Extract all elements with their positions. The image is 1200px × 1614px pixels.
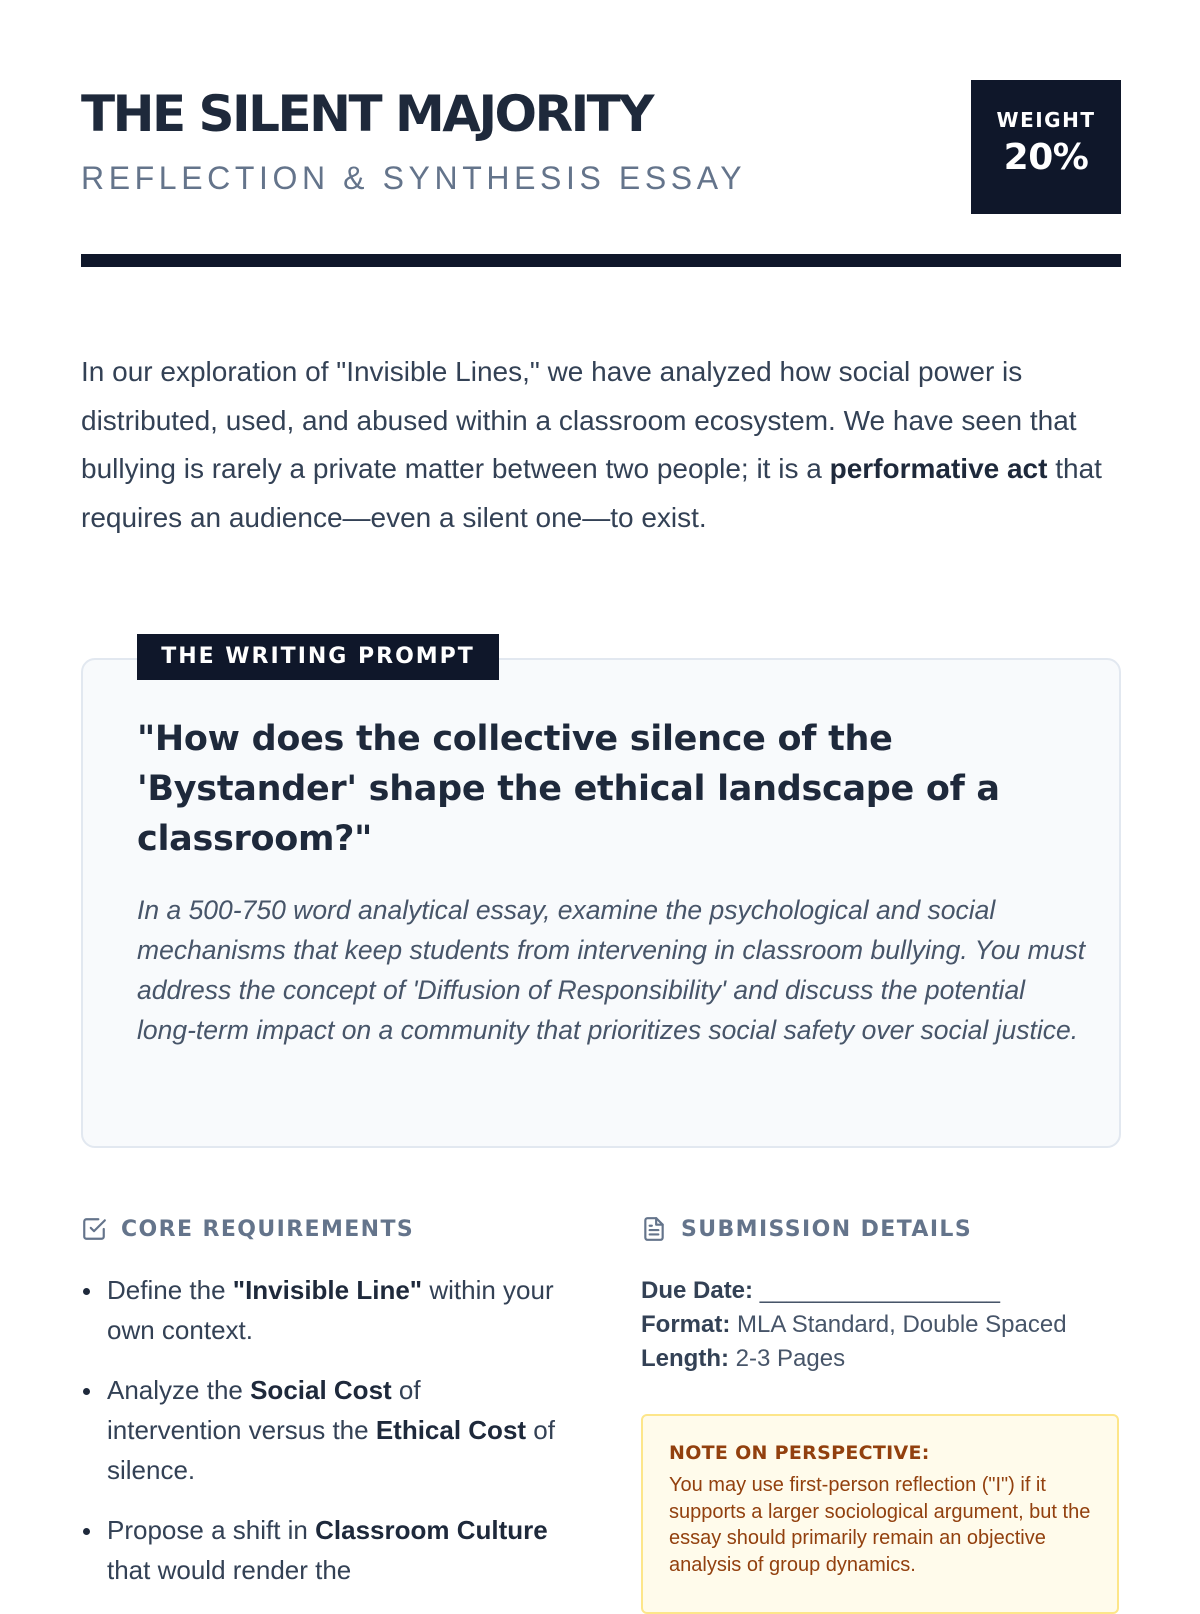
requirement-text: Define the <box>107 1275 233 1305</box>
requirement-emphasis: Classroom Culture <box>315 1515 548 1545</box>
header <box>81 80 1121 214</box>
requirement-text: Analyze the <box>107 1375 251 1405</box>
intro-paragraph <box>81 348 1126 542</box>
requirements-heading <box>81 1214 414 1244</box>
weight-label: WEIGHT <box>996 108 1096 132</box>
weight-badge <box>971 80 1121 214</box>
due-date-row <box>641 1274 1121 1308</box>
prompt-instructions: In a 500-750 word analytical essay, examine the psychological and social mechanisms that keep students from intervening in classroom bullying. You must address the concept of 'Diffusion of Responsibility' and discuss the potential long-term impact on a community that prioritizes social safety over social justice. <box>137 895 1086 1045</box>
note-title: NOTE ON PERSPECTIVE: <box>669 1442 930 1464</box>
document-icon <box>641 1216 667 1242</box>
format-value: MLA Standard, Double Spaced <box>737 1311 1067 1338</box>
submission-heading <box>641 1214 972 1244</box>
requirement-emphasis: Social Cost <box>250 1375 392 1405</box>
length-label: Length: <box>641 1345 729 1372</box>
requirement-text: that would render the <box>107 1555 352 1585</box>
requirement-emphasis: Ethical Cost <box>375 1415 527 1445</box>
due-date-label: Due Date: <box>641 1277 754 1304</box>
intro-text-start: In our exploration of "Invisible Lines," we have analyzed how social power is distributed, used, and abused within a classroom ecosystem. We have seen that bullying is rarely a private matter between two people; it is a <box>81 356 1077 484</box>
prompt-tag: THE WRITING PROMPT <box>137 634 499 680</box>
page-subtitle: REFLECTION & SYNTHESIS ESSAY <box>81 160 747 196</box>
intro-emphasis: performative act <box>829 453 1048 484</box>
intro-text-end: that requires an audience—even a silent one—to exist. <box>81 453 1102 533</box>
prompt-question: "How does the collective silence of the 'Bystander' shape the ethical landscape of a classroom?" <box>137 719 1000 859</box>
list-item <box>81 1510 561 1590</box>
checkbox-icon <box>81 1216 107 1242</box>
list-item <box>81 1370 561 1490</box>
requirements-list <box>81 1270 561 1610</box>
list-item <box>81 1270 561 1350</box>
length-value: 2-3 Pages <box>735 1345 846 1372</box>
perspective-note <box>641 1414 1119 1614</box>
header-divider <box>81 254 1121 267</box>
requirement-emphasis: "Invisible Line" <box>232 1275 423 1305</box>
requirement-text: Propose a shift in <box>107 1515 316 1545</box>
format-label: Format: <box>641 1311 731 1338</box>
due-date-value: __________________ <box>759 1277 1000 1304</box>
page-title: THE SILENT MAJORITY <box>81 85 652 143</box>
format-row <box>641 1308 1121 1342</box>
submission-details <box>641 1274 1121 1376</box>
requirement-text: within your own context. <box>107 1275 554 1345</box>
requirement-text: of intervention versus the <box>107 1375 421 1445</box>
length-row <box>641 1342 1121 1376</box>
requirements-heading-label: CORE REQUIREMENTS <box>121 1216 415 1242</box>
weight-value: 20% <box>1003 137 1089 178</box>
note-body: You may use first-person reflection ("I") if it supports a larger sociological argument, but the essay should primarily remain an objective analysis of group dynamics. <box>669 1474 1091 1576</box>
submission-heading-label: SUBMISSION DETAILS <box>681 1216 973 1242</box>
requirement-text: of silence. <box>107 1415 555 1485</box>
